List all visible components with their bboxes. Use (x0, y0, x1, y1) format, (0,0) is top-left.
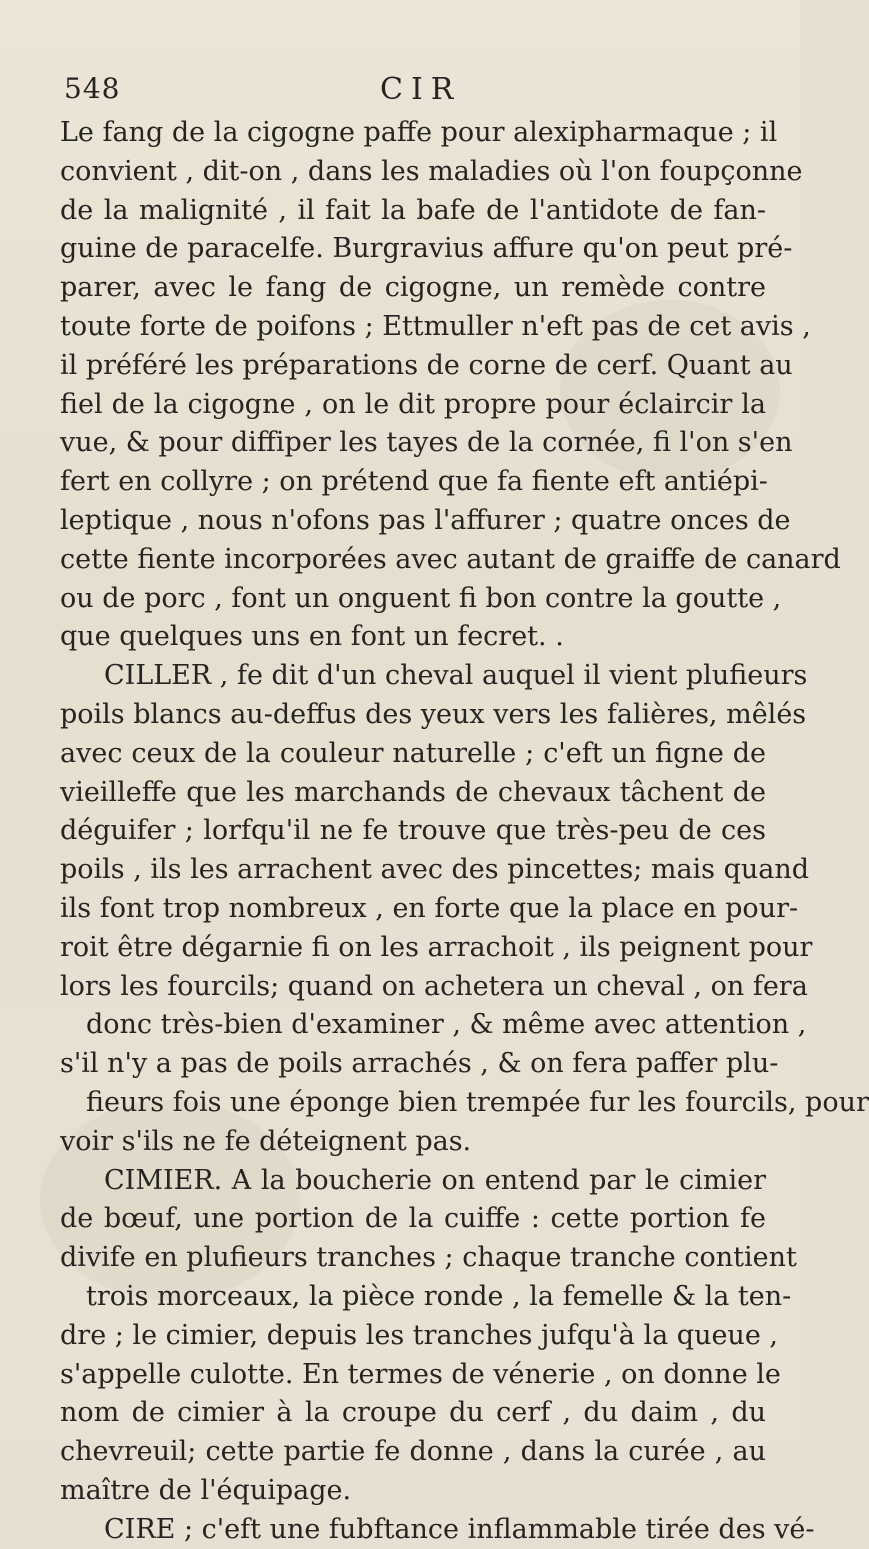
text-line: déguifer ; lorfqu'il ne fe trouve que très-peu de ces (60, 815, 766, 847)
entry-heading-line: CIRE ; c'eft une fubftance inflammable tirée des vé- (104, 1513, 815, 1545)
text-line: cette fiente incorporées avec autant de graiffe de canard (60, 543, 841, 575)
text-line: avec ceux de la couleur naturelle ; c'eft un figne de (60, 737, 766, 769)
text-line: lors les fourcils; quand on achetera un cheval , on fera (60, 970, 808, 1002)
body-text (60, 114, 869, 1549)
text-line: voir s'ils ne fe déteignent pas. (60, 1125, 472, 1157)
text-line: guine de paracelfe. Burgravius affure qu'on peut pré- (60, 233, 793, 265)
page-header (64, 72, 764, 112)
text-line: leptique , nous n'ofons pas l'affurer ; quatre onces de (60, 504, 791, 536)
text-line: fieurs fois une éponge bien trempée fur les fourcils, pour (86, 1086, 869, 1118)
text-line: ils font trop nombreux , en forte que la place en pour- (60, 892, 799, 924)
text-line: convient , dit-on , dans les maladies où l'on foupçonne (60, 155, 803, 187)
text-line: poils blancs au-deffus des yeux vers les falières, mêlés (60, 698, 807, 730)
text-line: donc très-bien d'examiner , & même avec attention , (86, 1009, 807, 1041)
text-line: toute forte de poifons ; Ettmuller n'eft pas de cet avis , (60, 310, 811, 342)
text-line: de bœuf, une portion de la cuiffe : cette portion fe (60, 1203, 766, 1235)
text-line: s'appelle culotte. En termes de vénerie , on donne le (60, 1358, 781, 1390)
entry-heading-line: CIMIER. A la boucherie on entend par le cimier (104, 1164, 766, 1196)
text-line: il préféré les préparations de corne de cerf. Quant au (60, 349, 793, 381)
text-line: divife en plufieurs tranches ; chaque tranche contient (60, 1242, 797, 1274)
text-line: parer, avec le fang de cigogne, un remède contre (60, 272, 766, 304)
text-line: maître de l'équipage. (60, 1474, 352, 1506)
text-line: chevreuil; cette partie fe donne , dans la curée , au (60, 1436, 766, 1468)
text-line: s'il n'y a pas de poils arrachés , & on fera paffer plu- (60, 1048, 779, 1080)
text-line: dre ; le cimier, depuis les tranches jufqu'à la queue , (60, 1319, 778, 1351)
text-line: que quelques uns en font un fecret. . (60, 621, 564, 653)
page-number: 548 (64, 72, 121, 105)
text-line: fiel de la cigogne , on le dit propre pour éclaircir la (60, 388, 766, 420)
text-line: vue, & pour diffiper les tayes de la cornée, fi l'on s'en (60, 427, 793, 459)
text-line: ou de porc , font un onguent fi bon contre la goutte , (60, 582, 782, 614)
text-line: fert en collyre ; on prétend que fa fiente eft antiépi- (60, 466, 768, 498)
entry-heading-line: CILLER , fe dit d'un cheval auquel il vient plufieurs (104, 660, 808, 692)
text-line: Le fang de la cigogne paffe pour alexipharmaque ; il (60, 117, 778, 148)
text-line: de la malignité , il fait la bafe de l'antidote de fan- (60, 194, 766, 226)
text-line: trois morceaux, la pièce ronde , la femelle & la ten- (86, 1280, 792, 1312)
running-head: CIR (380, 72, 462, 107)
text-line: roit être dégarnie fi on les arrachoit , ils peignent pour (60, 931, 813, 963)
text-line: nom de cimier à la croupe du cerf , du daim , du (60, 1397, 766, 1429)
text-line: vieilleffe que les marchands de chevaux tâchent de (60, 776, 766, 808)
text-line: poils , ils les arrachent avec des pincettes; mais quand (60, 854, 810, 886)
